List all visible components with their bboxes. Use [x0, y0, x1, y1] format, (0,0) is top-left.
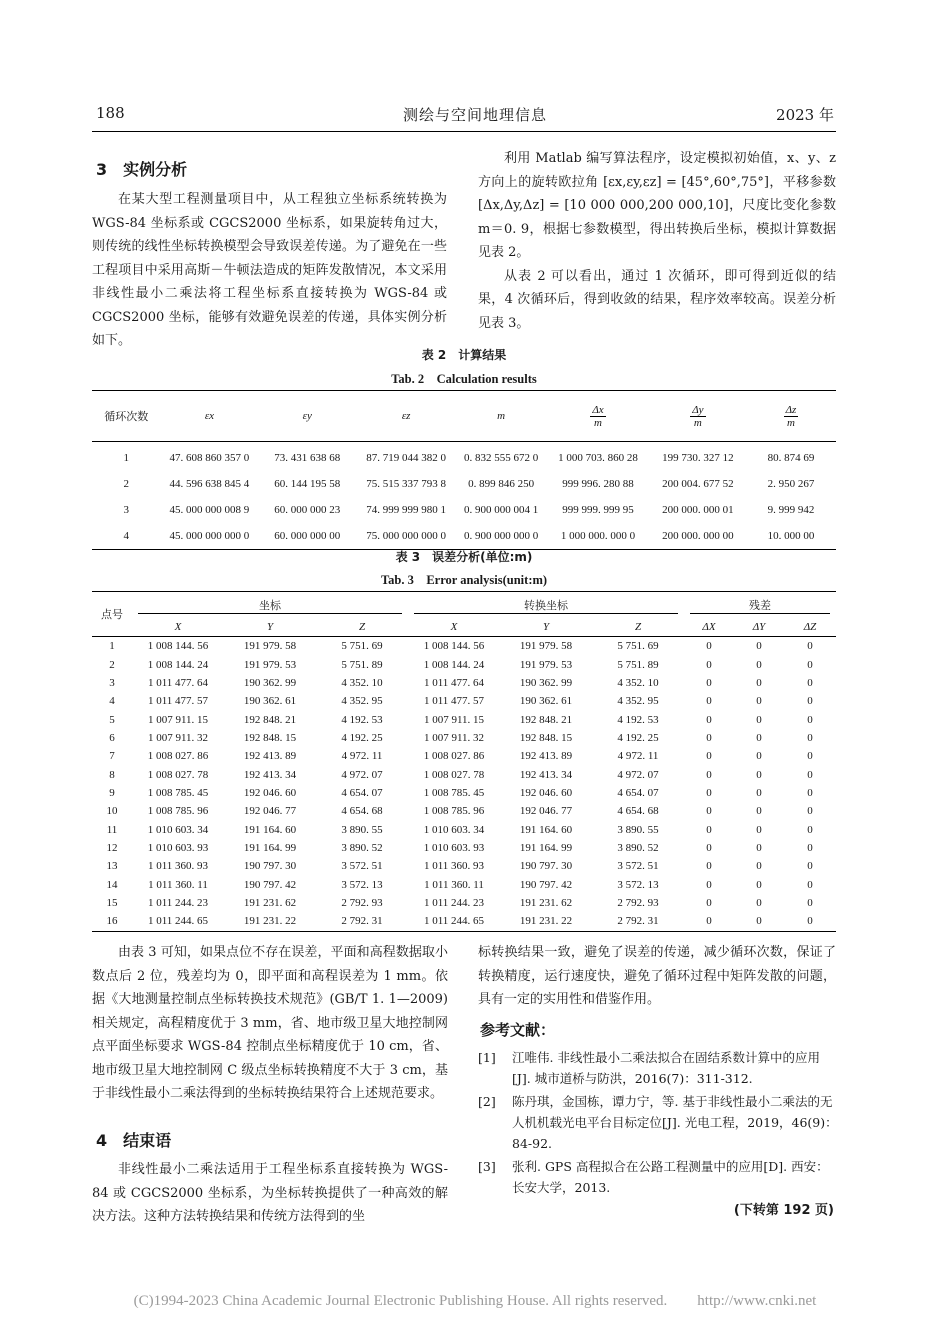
conclusion-paragraph: 非线性最小二乘法适用于工程坐标系直接转换为 WGS-84 或 CGCS2000 坐标系，为坐标转换提供了一种高效的解决方法。这种方法转换结果和传统方法得到的坐 — [92, 1162, 448, 1224]
table3-cell: 1 011 477. 57 — [147, 695, 209, 708]
table3-cell: 191 979. 53 — [243, 658, 297, 671]
table2-header: εx — [161, 391, 259, 442]
table2-cell: 1 000 000. 000 0 — [560, 530, 636, 542]
table3-sub-header: Z — [316, 618, 408, 637]
table2-cell: 60. 144 195 58 — [274, 478, 341, 490]
table3-row — [92, 692, 836, 710]
table3-cell: 0 — [756, 695, 762, 708]
table2-cell: 60. 000 000 23 — [274, 504, 341, 516]
table3-cell: 4 352. 95 — [617, 695, 659, 708]
table3-cell: 0 — [756, 823, 762, 836]
table3-sub-header: Z — [592, 618, 684, 637]
table3-cell: 1 008 144. 56 — [147, 640, 209, 653]
table3-cell: 0 — [706, 878, 712, 891]
table3-cell: 0 — [807, 915, 813, 928]
table3-body — [92, 637, 836, 932]
table3-sub-header-row — [92, 618, 836, 637]
table2-cell: 10. 000 00 — [767, 530, 815, 542]
table3-cell: 2 792. 93 — [617, 896, 659, 909]
table3-row — [92, 912, 836, 931]
table3-cell: 4 972. 11 — [617, 750, 659, 763]
journal-year: 2023 年 — [776, 106, 834, 124]
table3-cell: 1 011 360. 93 — [147, 860, 209, 873]
table2-cell: 60. 000 000 00 — [274, 530, 341, 542]
table3-cell: 0 — [706, 768, 712, 781]
table3-row — [92, 802, 836, 820]
table3-cell: 4 352. 95 — [341, 695, 383, 708]
header-rule — [92, 131, 836, 132]
table3-cell: 0 — [807, 878, 813, 891]
table2-header: εz — [356, 391, 456, 442]
table3-sub-header: Y — [224, 618, 316, 637]
table3-cell: 4 972. 07 — [341, 768, 383, 781]
table2-header: m — [456, 391, 546, 442]
table3-sub-header: ΔX — [684, 618, 734, 637]
table2-cell: 3 — [123, 504, 129, 516]
table3-cell: 192 848. 21 — [243, 713, 297, 726]
matlab-paragraph: 利用 Matlab 编写算法程序，设定模拟初始值，x、y、z 方向上的旋转欧拉角 [εx,εy,εz] = [45°,60°,75°]，平移参数 [Δx,Δy,Δz] = [10 000 000,200 000,10]，尺度比变化参数 m＝0. 9，根据七参数模型，得出转换后坐标，模拟计算数据见表 2。 — [478, 151, 836, 260]
table3-cell: 0 — [756, 713, 762, 726]
table3-cell: 191 979. 58 — [519, 640, 573, 653]
table3-cell: 2 — [109, 658, 115, 671]
conclusion-continued-paragraph: 标转换结果一致，避免了误差的传递，减少循环次数，保证了转换精度，运行速度快，避免了循环过程中矩阵发散的问题，具有一定的实用性和借鉴作用。 — [478, 945, 836, 1007]
table3-cell: 0 — [756, 896, 762, 909]
table3-cell: 2 792. 31 — [617, 915, 659, 928]
table2-row — [92, 471, 836, 497]
table3-cell: 3 890. 55 — [341, 823, 383, 836]
table3-cell: 1 008 785. 96 — [147, 805, 209, 818]
section-3-paragraph: 在某大型工程测量项目中，从工程独立坐标系统转换为 WGS-84 坐标系或 CGCS2000 坐标系，如果旋转角过大，则传统的线性坐标转换模型会导致误差传递。为了避免在一些工程项目中采用高斯－牛顿法造成的矩阵发散情况，本文采用非线性最小二乘法将工程坐标系直接转换为 WGS-84 或 CGCS2000 坐标，能够有效避免误差的传递，具体实例分析如下。 — [92, 192, 447, 348]
table3-cell: 0 — [756, 915, 762, 928]
table2-header-frac: $\frac{\Delta x}{m}$ — [546, 391, 650, 442]
table3-group-header: 点号 — [92, 592, 132, 637]
table3-cell: 0 — [706, 786, 712, 799]
table3-cell: 4 352. 10 — [617, 676, 659, 689]
table2-cell: 4 — [123, 530, 129, 542]
table3-cell: 0 — [807, 786, 813, 799]
table3-cell: 1 008 785. 96 — [423, 805, 485, 818]
table3-cell: 0 — [706, 640, 712, 653]
table3-row — [92, 894, 836, 912]
table2-cell: 45. 000 000 008 9 — [169, 504, 250, 516]
table3-cell: 5 751. 69 — [617, 640, 659, 653]
table3-row — [92, 857, 836, 875]
table3-sub-header: Y — [500, 618, 592, 637]
table2-cell: 0. 900 000 004 1 — [463, 504, 539, 516]
table2-cell: 80. 874 69 — [767, 452, 815, 464]
table3-cell: 0 — [706, 750, 712, 763]
table3-cell: 0 — [706, 896, 712, 909]
table3-discussion-paragraph: 由表 3 可知，如果点位不存在误差，平面和高程数据取小数点后 2 位，残差均为 0，即平面和高程误差为 1 mm。依据《大地测量控制点坐标转换技术规范》(GB/T 1. 1—2009)相关规定，高程精度优于 3 mm，省、地市级卫星大地控制网点平面坐标要求 WGS-84 控制点坐标精度优于 10 cm，省、地市级卫星大地控制网 C 级点坐标转换精度不大于 3 cm，基于非线性最小二乘法得到的坐标转换结果符合上述规范要求。 — [92, 945, 448, 1101]
reference-item: [1] 江唯伟. 非线性最小二乘法拟合在固结系数计算中的应用[J]. 城市道桥与防洪，2016(7)：311-312. — [478, 1050, 820, 1086]
table3-row — [92, 784, 836, 802]
table3-cell: 0 — [807, 695, 813, 708]
table3-cell: 192 413. 34 — [519, 768, 573, 781]
table3-cell: 16 — [106, 915, 118, 928]
table2-body — [92, 442, 836, 550]
table2-caption-cn: 表 2 计算结果 — [421, 348, 507, 362]
table3-cell: 1 011 244. 65 — [423, 915, 485, 928]
table3-caption-cn: 表 3 误差分析(单位:m) — [395, 550, 533, 564]
table3-cell: 1 008 144. 24 — [147, 658, 209, 671]
table3-cell: 1 007 911. 32 — [147, 731, 209, 744]
table3-cell: 0 — [706, 823, 712, 836]
table3-cell: 190 362. 99 — [519, 676, 573, 689]
table3-cell: 4 972. 07 — [617, 768, 659, 781]
table3-cell: 2 792. 93 — [341, 896, 383, 909]
table3-cell: 0 — [807, 841, 813, 854]
table2-cell: 87. 719 044 382 0 — [366, 452, 446, 464]
table2-cell: 74. 999 999 980 1 — [366, 504, 446, 516]
table3-row — [92, 729, 836, 747]
table3-sub-header: ΔZ — [784, 618, 836, 637]
table3-cell: 1 008 027. 78 — [147, 768, 209, 781]
table3-cell: 191 979. 58 — [243, 640, 297, 653]
table3-cell: 1 010 603. 93 — [147, 841, 209, 854]
table3-cell: 191 231. 62 — [243, 896, 297, 909]
table3-group-header: 转换坐标 — [408, 592, 684, 619]
table2-header: 循环次数 — [92, 391, 161, 442]
bottom-right-column — [478, 941, 836, 1012]
table2-cell: 44. 596 638 845 4 — [169, 478, 250, 490]
table3-cell: 0 — [756, 731, 762, 744]
table3-cell: 9 — [109, 786, 115, 799]
table3-cell: 191 164. 99 — [519, 841, 573, 854]
references-heading: 参考文献： — [480, 1021, 556, 1039]
table3-cell: 0 — [756, 805, 762, 818]
table2-cell: 0. 900 000 000 0 — [463, 530, 539, 542]
table3-cell: 0 — [807, 768, 813, 781]
table3-cell: 191 231. 62 — [519, 896, 573, 909]
table3-cell: 14 — [106, 878, 118, 891]
table3-cell: 0 — [706, 915, 712, 928]
table2-summary-paragraph: 从表 2 可以看出，通过 1 次循环，即可得到近似的结果，4 次循环后，得到收敛的结果，程序效率较高。误差分析见表 3。 — [478, 268, 836, 331]
table3-cell: 0 — [807, 805, 813, 818]
table3-cell: 1 — [109, 640, 115, 653]
conclusion-body — [92, 1158, 448, 1229]
table3-cell: 10 — [106, 805, 118, 818]
table3-cell: 5 751. 69 — [341, 640, 383, 653]
table2-header-row — [92, 391, 836, 442]
table3-cell: 192 848. 15 — [519, 731, 573, 744]
table3-cell: 191 979. 53 — [519, 658, 573, 671]
table3-cell: 192 413. 34 — [243, 768, 297, 781]
table3-cell: 4 192. 53 — [617, 713, 659, 726]
table3-cell: 0 — [756, 768, 762, 781]
table3-cell: 1 007 911. 15 — [147, 713, 209, 726]
table3-cell: 192 046. 60 — [243, 786, 297, 799]
table3-cell: 191 164. 60 — [519, 823, 573, 836]
table3-sub-header: X — [132, 618, 224, 637]
table3-cell: 0 — [756, 658, 762, 671]
table3-cell: 1 011 477. 64 — [147, 676, 209, 689]
references-list — [478, 1047, 838, 1200]
table3-cell: 0 — [756, 750, 762, 763]
journal-title: 测绘与空间地理信息 — [402, 106, 547, 124]
table2-row — [92, 442, 836, 472]
table3-cell: 3 572. 51 — [341, 860, 383, 873]
table3-cell: 0 — [706, 695, 712, 708]
table2-cell: 75. 515 337 793 8 — [366, 478, 446, 490]
table3-cell: 1 011 477. 57 — [423, 695, 485, 708]
reference-item: [3] 张利. GPS 高程拟合在公路工程测量中的应用[D]. 西安：长安大学，2013. — [478, 1159, 829, 1195]
table3-cell: 0 — [706, 860, 712, 873]
table3-cell: 3 572. 13 — [341, 878, 383, 891]
calculation-results-table — [92, 390, 836, 550]
table3-sub-header: X — [408, 618, 500, 637]
table2-header: εy — [258, 391, 356, 442]
copyright-footer: (C)1994-2023 China Academic Journal Electronic Publishing House. All rights reserved. http://www.cnki.net — [133, 1293, 817, 1309]
table2-cell: 1 000 703. 860 28 — [558, 452, 638, 464]
table2-cell: 9. 999 942 — [767, 504, 815, 516]
table3-cell: 1 011 244. 23 — [423, 896, 485, 909]
table3-cell: 0 — [706, 805, 712, 818]
table3-cell: 2 792. 31 — [341, 915, 383, 928]
table2-header-frac: $\frac{\Delta z}{m}$ — [746, 391, 836, 442]
table3-cell: 191 231. 22 — [243, 915, 297, 928]
table2-header-frac: $\frac{\Delta y}{m}$ — [650, 391, 746, 442]
table2-row — [92, 497, 836, 523]
table3-cell: 3 — [109, 676, 115, 689]
table2-cell: 199 730. 327 12 — [662, 452, 734, 464]
table3-cell: 1 011 360. 93 — [423, 860, 485, 873]
table3-cell: 191 164. 60 — [243, 823, 297, 836]
table3-cell: 0 — [756, 640, 762, 653]
table3-cell: 4 192. 25 — [341, 731, 383, 744]
right-column-top — [478, 147, 836, 335]
table3-cell: 1 011 360. 11 — [424, 878, 484, 891]
table3-cell: 0 — [807, 823, 813, 836]
table3-cell: 1 008 144. 56 — [423, 640, 485, 653]
table2-cell: 73. 431 638 68 — [274, 452, 341, 464]
table3-cell: 190 362. 61 — [519, 695, 573, 708]
table2-cell: 999 996. 280 88 — [562, 478, 634, 490]
table3-cell: 0 — [756, 860, 762, 873]
table2-cell: 200 000. 000 01 — [662, 504, 734, 516]
table3-cell: 13 — [106, 860, 118, 873]
table3-cell: 5 751. 89 — [341, 658, 383, 671]
section-3-body — [92, 188, 447, 353]
table3-cell: 192 848. 21 — [519, 713, 573, 726]
table3-row — [92, 674, 836, 692]
table3-cell: 0 — [807, 640, 813, 653]
table3-cell: 190 797. 30 — [243, 860, 297, 873]
table3-cell: 0 — [706, 676, 712, 689]
table3-cell: 4 654. 68 — [341, 805, 383, 818]
table3-cell: 4 654. 07 — [617, 786, 659, 799]
table3-cell: 4 192. 25 — [617, 731, 659, 744]
table3-cell: 12 — [106, 841, 118, 854]
table3-cell: 192 046. 77 — [243, 805, 297, 818]
page-number: 188 — [96, 104, 125, 122]
table3-cell: 5 — [109, 713, 115, 726]
table3-cell: 1 010 603. 34 — [423, 823, 485, 836]
table2-row — [92, 523, 836, 550]
table3-cell: 4 192. 53 — [341, 713, 383, 726]
table3-cell: 4 352. 10 — [341, 676, 383, 689]
table2-cell: 2 — [123, 478, 129, 490]
table3-cell: 4 972. 11 — [341, 750, 383, 763]
table3-caption-en: Tab. 3 Error analysis(unit:m) — [380, 573, 548, 587]
table3-cell: 1 011 244. 65 — [147, 915, 209, 928]
table3-cell: 0 — [807, 713, 813, 726]
table3-cell: 1 008 144. 24 — [423, 658, 485, 671]
table3-row — [92, 820, 836, 838]
table3-group-header: 残差 — [684, 592, 836, 619]
table3-cell: 192 413. 89 — [519, 750, 573, 763]
table3-cell: 1 007 911. 32 — [423, 731, 485, 744]
table3-cell: 192 413. 89 — [243, 750, 297, 763]
table2-cell: 1 — [123, 452, 129, 464]
table3-cell: 192 046. 60 — [519, 786, 573, 799]
table3-cell: 0 — [756, 786, 762, 799]
table3-cell: 192 046. 77 — [519, 805, 573, 818]
section-4-heading: 4 结束语 — [96, 1131, 172, 1150]
table3-cell: 4 654. 07 — [341, 786, 383, 799]
table3-row — [92, 710, 836, 728]
error-analysis-table — [92, 591, 836, 932]
table3-cell: 11 — [106, 823, 118, 836]
table3-cell: 1 008 027. 86 — [423, 750, 485, 763]
table2-cell: 45. 000 000 000 0 — [169, 530, 250, 542]
table2-cell: 0. 899 846 250 — [468, 478, 535, 490]
table2-cell: 47. 608 860 357 0 — [169, 452, 250, 464]
table3-cell: 4 — [109, 695, 115, 708]
table3-cell: 3 890. 52 — [617, 841, 659, 854]
table3-cell: 5 751. 89 — [617, 658, 659, 671]
bottom-left-column — [92, 941, 448, 1106]
table2-caption-en: Tab. 2 Calculation results — [391, 372, 537, 386]
table3-cell: 190 797. 42 — [243, 878, 297, 891]
table3-cell: 0 — [706, 658, 712, 671]
table3-cell: 0 — [807, 731, 813, 744]
table3-cell: 0 — [756, 676, 762, 689]
table3-cell: 190 797. 30 — [519, 860, 573, 873]
table2-cell: 0. 832 555 672 0 — [463, 452, 539, 464]
table3-cell: 1 010 603. 93 — [423, 841, 485, 854]
table3-cell: 1 011 244. 23 — [147, 896, 209, 909]
table3-row — [92, 839, 836, 857]
reference-item: [2] 陈丹琪，金国栋，谭力宁，等. 基于非线性最小二乘法的无人机机载光电平台目标定位[J]. 光电工程，2019，46(9)：84-92. — [478, 1094, 838, 1151]
table3-cell: 0 — [756, 878, 762, 891]
table3-cell: 1 011 477. 64 — [423, 676, 485, 689]
table3-cell: 191 164. 99 — [243, 841, 297, 854]
table3-cell: 0 — [706, 841, 712, 854]
table3-cell: 8 — [109, 768, 115, 781]
table3-row — [92, 747, 836, 765]
table3-cell: 1 010 603. 34 — [147, 823, 209, 836]
table3-cell: 0 — [756, 841, 762, 854]
table3-cell: 1 008 785. 45 — [423, 786, 485, 799]
table3-cell: 0 — [807, 676, 813, 689]
table3-cell: 3 890. 55 — [617, 823, 659, 836]
table3-cell: 0 — [706, 713, 712, 726]
table3-cell: 4 654. 68 — [617, 805, 659, 818]
table3-row — [92, 655, 836, 673]
table2-cell: 2. 950 267 — [767, 478, 815, 490]
table3-row — [92, 637, 836, 656]
table3-cell: 190 362. 61 — [243, 695, 297, 708]
table3-sub-header: ΔY — [734, 618, 784, 637]
table3-cell: 15 — [106, 896, 118, 909]
table3-cell: 1 008 027. 78 — [423, 768, 485, 781]
table3-cell: 0 — [807, 750, 813, 763]
table3-group-header-row — [92, 592, 836, 619]
continued-note: (下转第 192 页) — [733, 1203, 834, 1218]
table3-cell: 191 231. 22 — [519, 915, 573, 928]
table3-cell: 190 797. 42 — [519, 878, 573, 891]
table3-row — [92, 765, 836, 783]
table3-cell: 1 008 785. 45 — [147, 786, 209, 799]
table3-cell: 3 572. 51 — [617, 860, 659, 873]
table2-cell: 999 999. 999 95 — [562, 504, 634, 516]
table3-cell: 0 — [807, 860, 813, 873]
table3-cell: 0 — [807, 658, 813, 671]
table3-group-header: 坐标 — [132, 592, 408, 619]
table3-cell: 3 572. 13 — [617, 878, 659, 891]
table2-cell: 75. 000 000 000 0 — [366, 530, 446, 542]
section-3-heading: 3 实例分析 — [96, 160, 188, 179]
table3-cell: 190 362. 99 — [243, 676, 297, 689]
table3-cell: 0 — [807, 896, 813, 909]
table3-cell: 1 007 911. 15 — [423, 713, 485, 726]
table3-cell: 1 008 027. 86 — [147, 750, 209, 763]
table3-cell: 7 — [109, 750, 115, 763]
table3-cell: 192 848. 15 — [243, 731, 297, 744]
table3-cell: 0 — [706, 731, 712, 744]
table3-cell: 1 011 360. 11 — [148, 878, 208, 891]
table2-cell: 200 004. 677 52 — [662, 478, 734, 490]
table3-row — [92, 875, 836, 893]
table3-cell: 6 — [109, 731, 115, 744]
table2-cell: 200 000. 000 00 — [662, 530, 734, 542]
table3-cell: 3 890. 52 — [341, 841, 383, 854]
